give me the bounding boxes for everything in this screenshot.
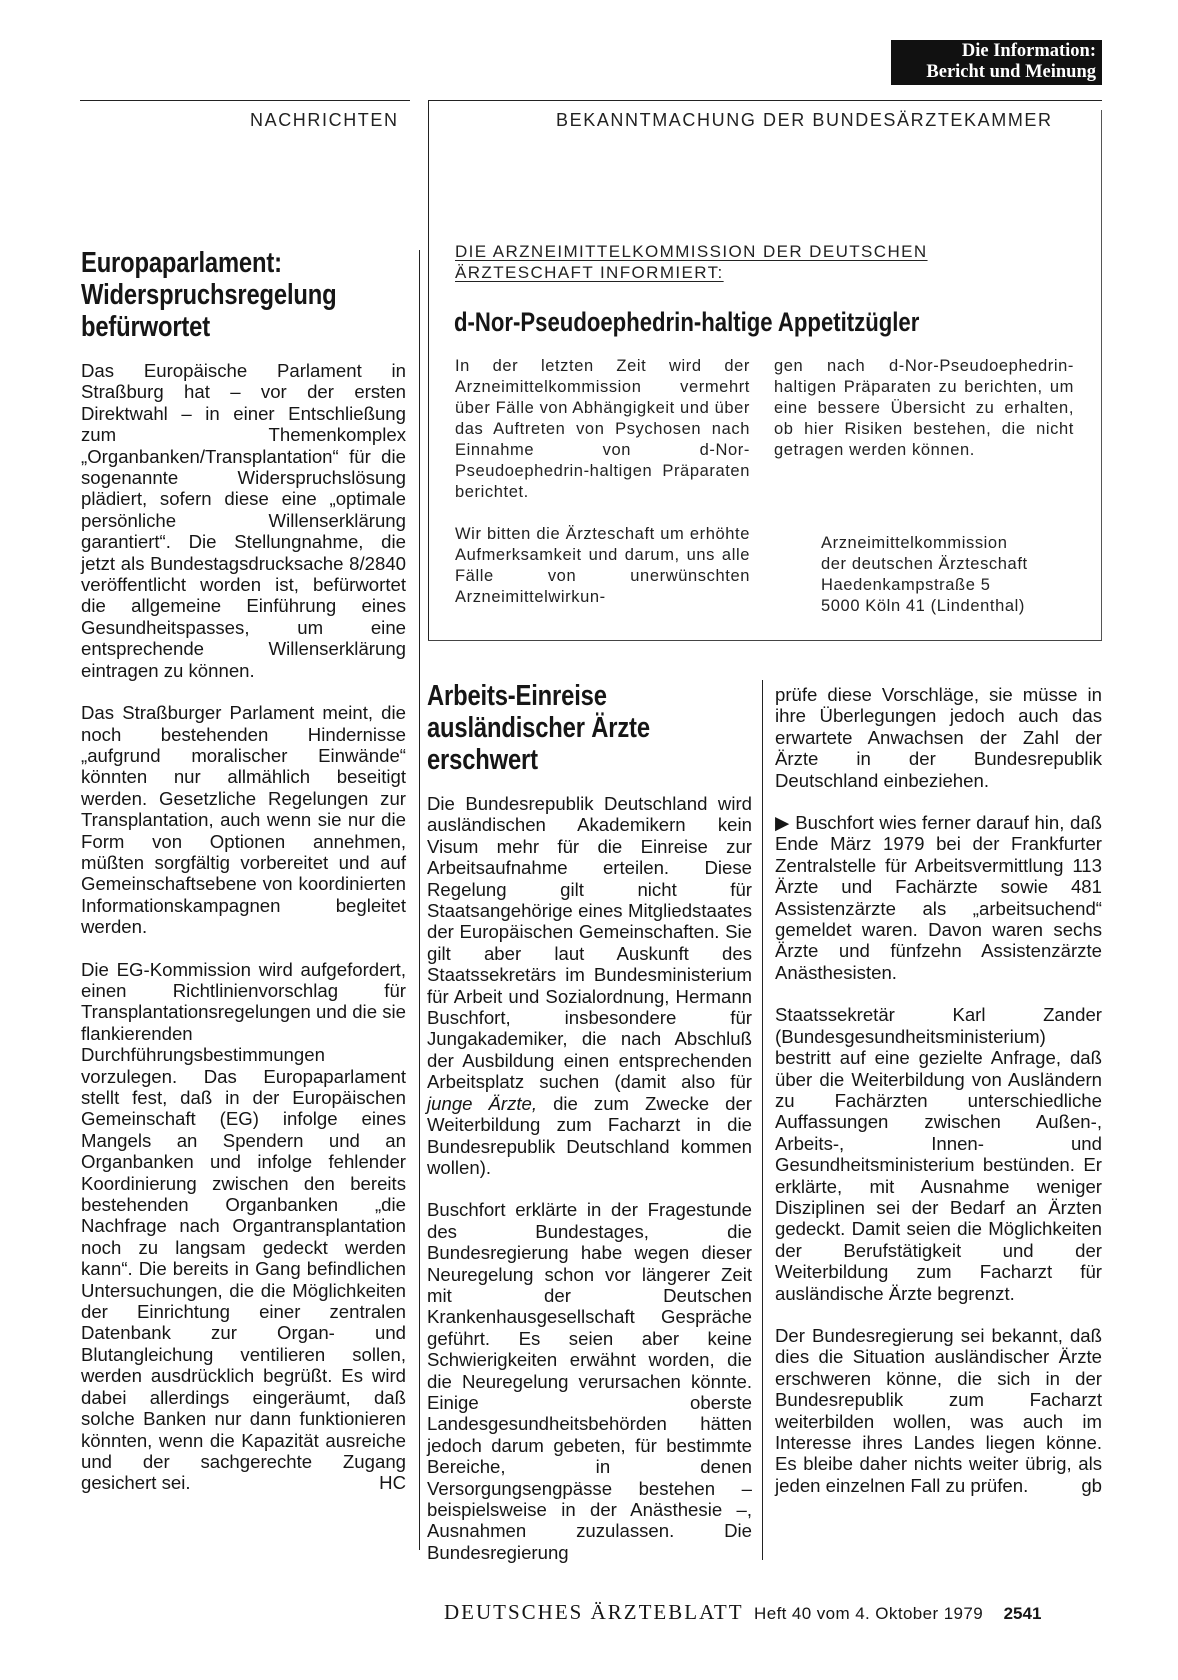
box-paragraph-3: gen nach d-Nor-Pseudoephedrin-haltigen Präparaten zu berichten, um eine bessere Übersicht zu erhalten, ob hier Risiken bestehen, die nicht getragen werden können. (774, 357, 1074, 459)
right-article-paragraph-5: Staatssekretär Karl Zander (Bundesgesundheitsministerium) bestritt auf eine gezielte Anfrage, daß über die Weiterbildung von Ausländern zu Fachärzten unterschiedliche Auffassungen zwischen Außen-, Arbeits-, Innen- und Gesundheitsministerium bestünden. Er erklärte, mit Ausnahme weniger Disziplinen sei der Bedarf an Ärzten gedeckt. Damit seien die Möglichkeiten der Berufstätigkeit und der Weiterbildung zum Facharzt für ausländische Ärzte begrenzt. (775, 1004, 1102, 1304)
paragraph-1-text-a: Die Bundesrepublik Deutschland wird ausländischen Akademikern kein Visum mehr für die Einreise zur Arbeitsaufnahme erteilen. Diese Regelung gilt nicht für Staatsangehörige eines Mitgliedstaates der Europäischen Gemeinschaften. Sie gilt aber laut Auskunft des Staatssekretärs im Bundesministerium für Arbeit und Sozialordnung, Hermann Buschfort, insbesondere für Jungakademiker, die nach Abschluß der Ausbildung einen entsprechenden Arbeitsplatz suchen (damit also für (427, 793, 752, 1093)
left-article-paragraph-3-text: Die EG-Kommission wird aufgefordert, einen Richtlinienvorschlag für Transplantationsregelungen und die sie flankierenden Durchführungsbestimmungen vorzulegen. Das Europaparlament stellt fest, daß in der Europäischen Gemeinschaft (EG) infolge eines Mangels an Spendern und an Organbanken und infolge fehlender Koordinierung zwischen den bereits bestehenden Organbanken „die Nachfrage nach Organtransplantation noch zu langsam gedeckt werden kann“. Die bereits in Gang befindlichen Untersuchungen, die die Möglichkeiten der Einrichtung einer zentralen Datenbank zur Organ- und Blutangleichung ventilieren sollen, werden ausdrücklich begrüßt. Es wird dabei allerdings eingeräumt, daß solche Banken nur dann funktionieren könnten, wenn die Kapazität ausreiche und der sachgerechte Zugang gesichert sei. (81, 958, 406, 1494)
box-kicker-line-1: DIE ARZNEIMITTELKOMMISSION DER DEUTSCHEN (455, 242, 928, 261)
badge-line-1: Die Information: (961, 41, 1096, 61)
box-paragraph-2: Wir bitten die Ärzteschaft um erhöhte Aufmerksamkeit und darum, uns alle Fälle von unerwünschten Arzneimittelwirkun- (455, 525, 750, 606)
right-article-paragraph-2: Buschfort erklärte in der Fragestunde des Bundestages, die Bundesregierung habe wegen dieser Neuregelung schon vor längerer Zeit mit der Deutschen Krankenhausgesellschaft Gespräche geführt. Es seien aber keine Schwierigkeiten erwähnt worden, die die Neuregelung verursachen könnte. Einige oberste Landesgesundheitsbehörden hätten jedoch darum gebeten, für bestimmte Bereiche, in denen Versorgungsengpässe bestehen – beispielsweise in der Anästhesie –, Ausnahmen zuzulassen. Die Bundesregierung (427, 1199, 752, 1563)
section-label-left: NACHRICHTEN (250, 110, 399, 130)
badge-line-2: Bericht und Meinung (926, 62, 1096, 82)
right-article-paragraph-6-text: Der Bundesregierung sei bekannt, daß dies die Situation ausländischer Ärzte erschweren könne, die sich in der Bundesrepublik zum Facharzt weiterbilden wollen, was auch im Interesse ihres Landes liegen könne. Es bleibe daher nichts weiter übrig, als jeden einzelnen Fall zu prüfen. (775, 1324, 1102, 1496)
headline-line-3: erschwert (427, 744, 538, 776)
box-frame-left (428, 100, 429, 640)
left-article-paragraph-2: Das Straßburger Parlament meint, die noch bestehenden Hindernisse „aufgrund moralischer Einwände“ könnten nur allmählich beseitigt werden. Gesetzliche Regelungen zur Transplantation, auch wenn sie nur die Form von Optionen annehmen, müßten sorgfältig vorbereitet und auf Gemeinschaftsebene von koordinierten Informationskampagnen begleitet werden. (81, 702, 406, 938)
address-line-2: der deutschen Ärzteschaft (821, 555, 1028, 573)
left-article-paragraph-3 (81, 959, 406, 1494)
box-frame-right (1101, 110, 1102, 640)
right-article-signature: gb (1081, 1474, 1102, 1496)
headline-line-2: ausländischer Ärzte (427, 712, 650, 744)
headline-line-3: befürwortet (81, 311, 210, 343)
right-article-column-1 (427, 793, 752, 1584)
right-article-paragraph-1 (427, 793, 752, 1178)
right-article-paragraph-6 (775, 1325, 1102, 1496)
section-badge (891, 40, 1102, 85)
box-column-2 (774, 356, 1074, 482)
box-address (821, 533, 1028, 617)
section-label-right: BEKANNTMACHUNG DER BUNDESÄRZTEKAMMER (556, 110, 1053, 130)
footer-page-number: 2541 (1003, 1604, 1042, 1623)
footer-issue: Heft 40 vom 4. Oktober 1979 (754, 1604, 984, 1623)
headline-line-1: Europaparlament: (81, 247, 282, 279)
left-article-signature: HC (379, 1472, 406, 1494)
right-article-paragraph-4-text: Buschfort wies ferner darauf hin, daß Ende März 1979 bei der Frankfurter Zentralstelle für Arbeitsvermittlung 113 Ärzte und Fachärzte sowie 481 Assistenzärzte als „arbeitsuchend“ gemeldet waren. Davon waren sechs Ärzte und fünfzehn Assistenzärzte Anästhesisten. (775, 812, 1103, 983)
left-article-headline (81, 247, 393, 343)
address-line-3: Haedenkampstraße 5 (821, 576, 991, 594)
header-rule-right (428, 100, 1102, 101)
right-article-paragraph-3: prüfe diese Vorschläge, sie müsse in ihre Überlegungen jedoch auch das erwartete Anwachsen der Zahl der Ärzte in der Bundesrepublik Deutschland einbeziehen. (775, 684, 1102, 791)
right-article-paragraph-4 (775, 812, 1102, 983)
box-kicker (455, 241, 928, 283)
page-footer (444, 1600, 1041, 1625)
column-divider-right (762, 680, 763, 1560)
right-article-column-2 (775, 684, 1102, 1517)
box-kicker-line-2: ÄRZTESCHAFT INFORMIERT: (455, 263, 724, 282)
left-article-paragraph-1: Das Europäische Parlament in Straßburg hat – vor der ersten Direktwahl – in einer Entschließung zum Themenkomplex „Organbanken/Transplantation“ für die sogenannte Widerspruchslösung plädiert, sofern diese eine „optimale persönliche Willenserklärung garantiert“. Die Stellungnahme, die jetzt als Bundestagsdrucksache 8/2840 veröffentlicht worden ist, befürwortet die allgemeine Einführung eines Gesundheitspasses, um eine entsprechende Willenserklärung eintragen zu können. (81, 360, 406, 681)
footer-publication: DEUTSCHES ÄRZTEBLATT (444, 1600, 744, 1624)
right-article-headline (427, 680, 699, 776)
address-line-1: Arzneimittelkommission (821, 534, 1008, 552)
box-frame-bottom (428, 640, 1102, 641)
box-column-1 (455, 356, 750, 629)
paragraph-1-text-b: die zum Zwecke der Weiterbildung zum Facharzt in die Bundesrepublik Deutschland kommen wollen). (427, 1092, 752, 1178)
left-article-body (81, 360, 406, 1515)
box-paragraph-1: In der letzten Zeit wird der Arzneimittelkommission vermehrt über Fälle von Abhängigkeit und über das Auftreten von Psychosen nach Einnahme von d-Nor-Pseudoephedrin-haltigen Präparaten berichtet. (455, 357, 750, 501)
address-line-4: 5000 Köln 41 (Lindenthal) (821, 597, 1025, 615)
headline-line-1: Arbeits-Einreise (427, 680, 607, 712)
paragraph-1-emphasis: junge Ärzte, (427, 1092, 538, 1114)
box-title: d-Nor-Pseudoephedrin-haltige Appetitzügler (454, 307, 920, 337)
triangle-bullet-icon: ▶ (775, 812, 796, 834)
headline-line-2: Widerspruchsregelung (81, 279, 337, 311)
column-divider-main (419, 250, 420, 1550)
header-rule-left (80, 100, 410, 101)
